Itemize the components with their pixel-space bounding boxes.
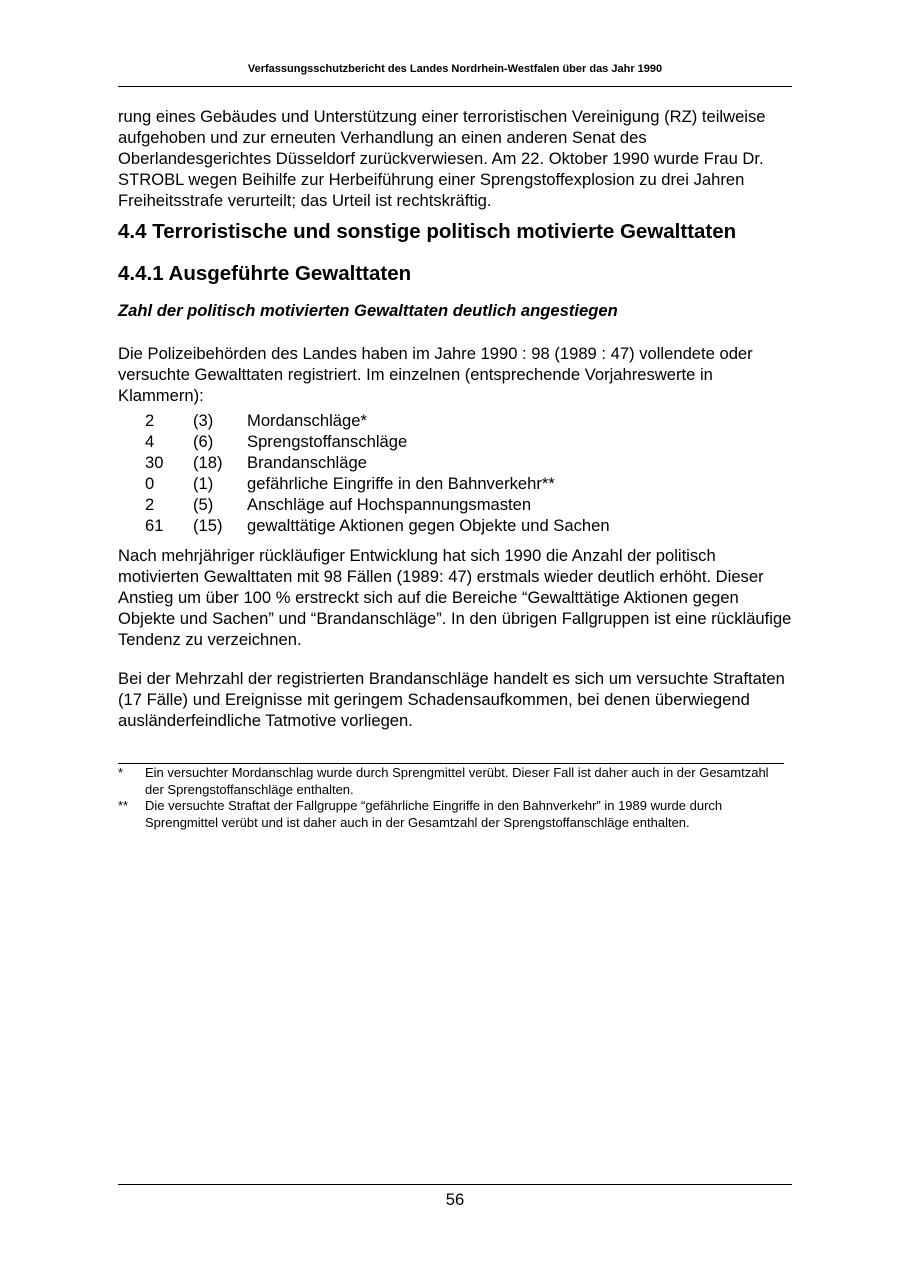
stat-count: 2 (145, 411, 155, 430)
footnotes (118, 765, 784, 831)
statistics-row (118, 410, 610, 431)
stat-previous: (1) (193, 474, 214, 493)
stat-count: 2 (145, 495, 155, 514)
paragraph-continuation: rung eines Gebäudes und Unterstützung einer terroristischen Vereinigung (RZ) teilweise aufgehoben und zur erneuten Verhandlung an einen anderen Senat des Oberlandesgerichtes Düsseldorf zurückverwiesen. Am 22. Oktober 1990 wurde Frau Dr. STROBL wegen Beihilfe zur Herbeiführung einer Sprengstoffexplosion zu drei Jahren Freiheitsstrafe verurteilt; das Urteil ist rechtskräftig. (118, 107, 766, 210)
stat-count: 4 (145, 432, 155, 451)
paragraph-arson: Bei der Mehrzahl der registrierten Brandanschläge handelt es sich um versuchte Straftaten (17 Fälle) und Ereignisse mit geringem Schadensaufkommen, bei denen überwiegend ausländerfeindliche Tatmotive vorliegen. (118, 669, 785, 730)
statistics-row (118, 452, 610, 473)
footnote (118, 798, 784, 831)
footnote-text: Ein versuchter Mordanschlag wurde durch Sprengmittel verübt. Dieser Fall ist daher auch in der Gesamtzahl der Sprengstoffanschläge enthalten. (145, 765, 769, 797)
stat-count: 0 (145, 474, 155, 493)
statistics-row (118, 494, 610, 515)
footnote-text: Die versuchte Straftat der Fallgruppe “gefährliche Eingriffe in den Bahnverkehr” in 1989 wurde durch Sprengmittel verübt und ist daher auch in der Gesamtzahl der Sprengstoffanschläge enthalten. (145, 798, 723, 830)
statistics-list (118, 410, 610, 536)
footer-rule (118, 1184, 792, 1185)
stat-previous: (5) (193, 495, 214, 514)
stat-label: gewalttätige Aktionen gegen Objekte und Sachen (247, 516, 610, 535)
stat-count: 61 (145, 516, 164, 535)
stat-label: Mordanschläge* (247, 411, 367, 430)
stat-previous: (6) (193, 432, 214, 451)
subtitle: Zahl der politisch motivierten Gewalttaten deutlich angestiegen (118, 301, 618, 320)
page-number: 56 (445, 1190, 465, 1209)
footnote-mark: ** (118, 798, 129, 813)
header-rule (118, 86, 792, 87)
section-heading: 4.4 Terroristische und sonstige politisch motivierte Gewalttaten (118, 220, 737, 243)
paragraph-analysis: Nach mehrjähriger rückläufiger Entwicklung hat sich 1990 die Anzahl der politisch motivierten Gewalttaten mit 98 Fällen (1989: 47) erstmals wieder deutlich erhöht. Dieser Anstieg um über 100 % erstreckt sich auf die Bereiche “Gewalttätige Aktionen gegen Objekte und Sachen” und “Brandanschläge”. In den übrigen Fallgruppen ist eine rückläufige Tendenz zu verzeichnen. (118, 546, 792, 649)
stat-label: gefährliche Eingriffe in den Bahnverkehr** (247, 474, 555, 493)
statistics-row (118, 473, 610, 494)
statistics-row (118, 431, 610, 452)
running-header: Verfassungsschutzbericht des Landes Nordrhein-Westfalen über das Jahr 1990 (247, 63, 663, 75)
stat-label: Sprengstoffanschläge (247, 432, 408, 451)
footnote (118, 765, 784, 798)
footnote-rule (118, 763, 784, 764)
stat-previous: (3) (193, 411, 214, 430)
stat-previous: (15) (193, 516, 223, 535)
stat-label: Anschläge auf Hochspannungsmasten (247, 495, 532, 514)
statistics-row (118, 515, 610, 536)
stat-label: Brandanschläge (247, 453, 367, 472)
paragraph-intro: Die Polizeibehörden des Landes haben im Jahre 1990 : 98 (1989 : 47) vollendete oder versuchte Gewalttaten registriert. Im einzelnen (entsprechende Vorjahreswerte in Klammern): (118, 344, 753, 405)
stat-count: 30 (145, 453, 164, 472)
stat-previous: (18) (193, 453, 223, 472)
subsection-heading: 4.4.1 Ausgeführte Gewalttaten (118, 262, 412, 285)
footnote-mark: * (118, 765, 124, 780)
